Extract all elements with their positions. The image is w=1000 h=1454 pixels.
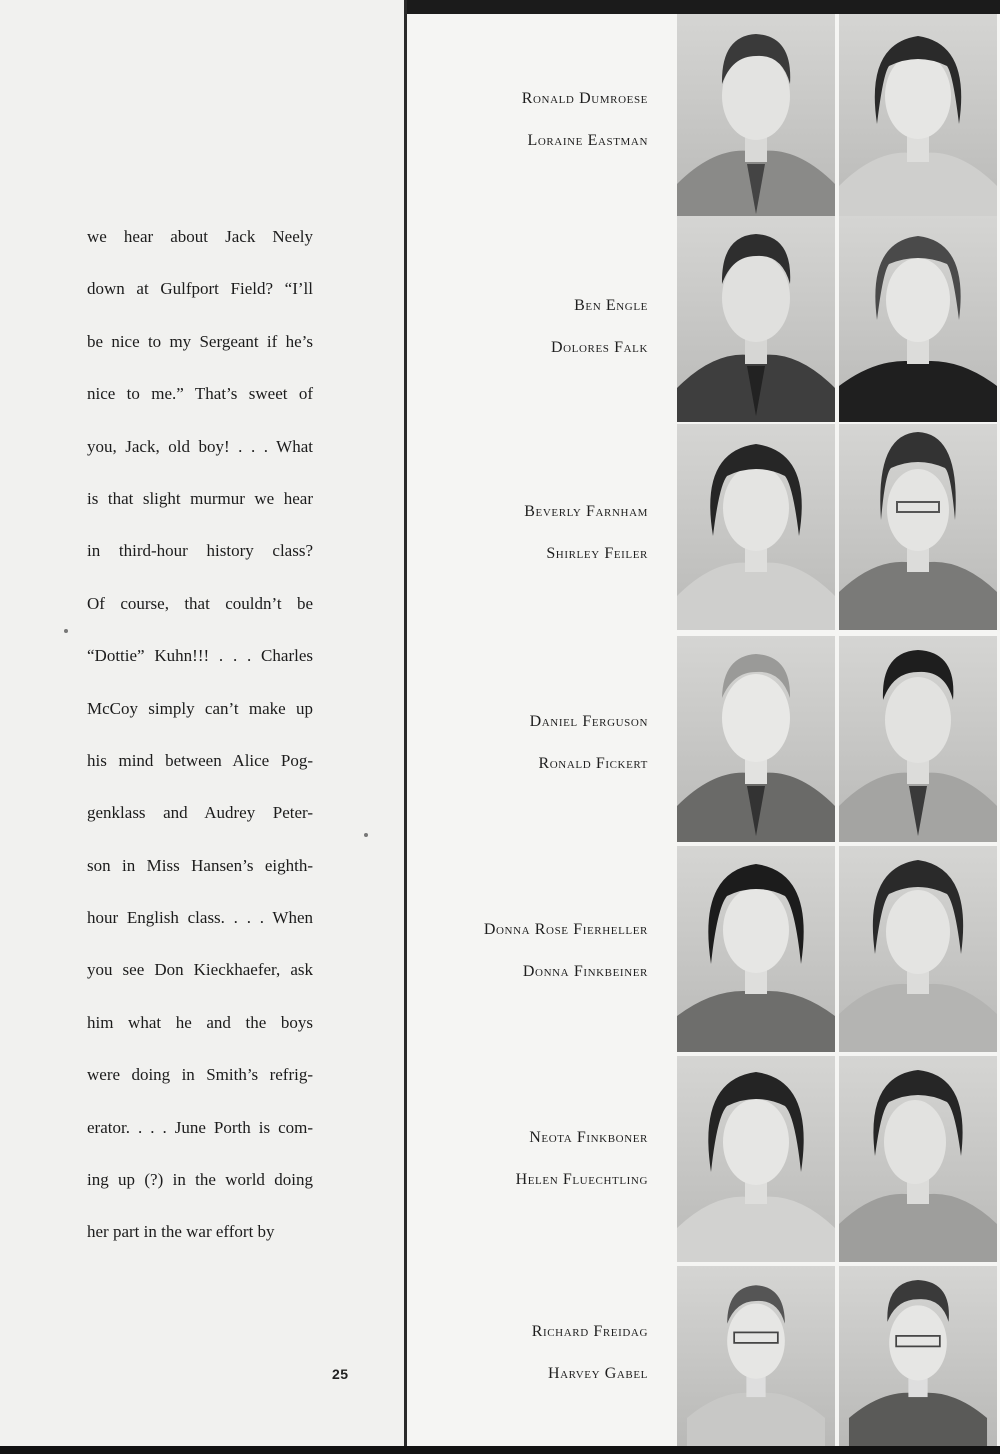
story-line: we hear about Jack Neely <box>87 227 313 246</box>
story-line: in third-hour history class? <box>87 541 313 561</box>
portrait-photo <box>677 14 835 220</box>
story-line: genklass and Audrey Peter- <box>87 803 313 823</box>
portrait-photo <box>839 846 997 1052</box>
story-line: son in Miss Hansen’s eighth- <box>87 855 313 875</box>
portrait-photo <box>677 636 835 842</box>
student-name: Helen Fluechtling <box>515 1171 648 1188</box>
student-name: Daniel Ferguson <box>529 713 648 730</box>
portrait-photo <box>677 216 835 422</box>
student-name: Shirley Feiler <box>546 545 648 562</box>
story-line: down at Gulfport Field? “I’ll <box>87 279 313 299</box>
name-block <box>348 78 648 162</box>
story-line: McCoy simply can’t make up <box>87 698 313 718</box>
portrait-photo <box>839 216 997 422</box>
story-line: you, Jack, old boy! . . . What <box>87 436 313 456</box>
page-bottom-edge <box>0 1446 1000 1454</box>
portrait-photo <box>677 1056 835 1262</box>
portrait-photo <box>677 846 835 1052</box>
paper-speck <box>64 629 68 633</box>
story-line: her part in the war effort by <box>87 1222 275 1242</box>
student-name: Ben Engle <box>574 297 648 314</box>
story-line: Of course, that couldn’t be <box>87 593 313 613</box>
story-line: erator. . . . June Porth is com- <box>87 1117 313 1137</box>
paper-speck <box>364 833 368 837</box>
student-name: Loraine Eastman <box>527 132 648 149</box>
story-line: hour English class. . . . When <box>87 908 313 928</box>
story-line: “Dottie” Kuhn!!! . . . Charles <box>87 646 313 666</box>
left-page <box>0 0 404 1446</box>
story-line: you see Don Kieckhaefer, ask <box>87 960 313 980</box>
name-block <box>348 285 648 369</box>
name-block <box>348 909 648 993</box>
story-line: be nice to my Sergeant if he’s <box>87 331 313 351</box>
story-line: his mind between Alice Pog- <box>87 750 313 770</box>
portrait-photo <box>839 424 997 630</box>
name-block <box>348 1311 648 1395</box>
portrait-photo <box>839 1056 997 1262</box>
student-name: Donna Finkbeiner <box>522 963 648 980</box>
student-name: Ronald Fickert <box>538 755 648 772</box>
student-name: Ronald Dumroese <box>521 90 648 107</box>
student-name: Neota Finkboner <box>529 1129 648 1146</box>
portrait-photo <box>839 14 997 220</box>
portrait-photo <box>677 1266 835 1446</box>
story-line: is that slight murmur we hear <box>87 488 313 508</box>
portrait-photo <box>839 636 997 842</box>
name-block <box>348 491 648 575</box>
name-block <box>348 701 648 785</box>
story-column <box>87 211 313 1259</box>
portrait-photo <box>839 1266 997 1446</box>
student-name: Dolores Falk <box>550 339 648 356</box>
portrait-photo <box>677 424 835 630</box>
student-name: Richard Freidag <box>531 1323 648 1340</box>
story-line: were doing in Smith’s refrig- <box>87 1065 313 1085</box>
story-line: nice to me.” That’s sweet of <box>87 384 313 404</box>
student-name: Harvey Gabel <box>547 1365 648 1382</box>
name-block <box>348 1117 648 1201</box>
story-line: ing up (?) in the world doing <box>87 1170 313 1190</box>
page-number: 25 <box>332 1366 349 1382</box>
student-name: Beverly Farnham <box>524 503 648 520</box>
story-line: him what he and the boys <box>87 1012 313 1032</box>
student-name: Donna Rose Fierheller <box>483 921 648 938</box>
